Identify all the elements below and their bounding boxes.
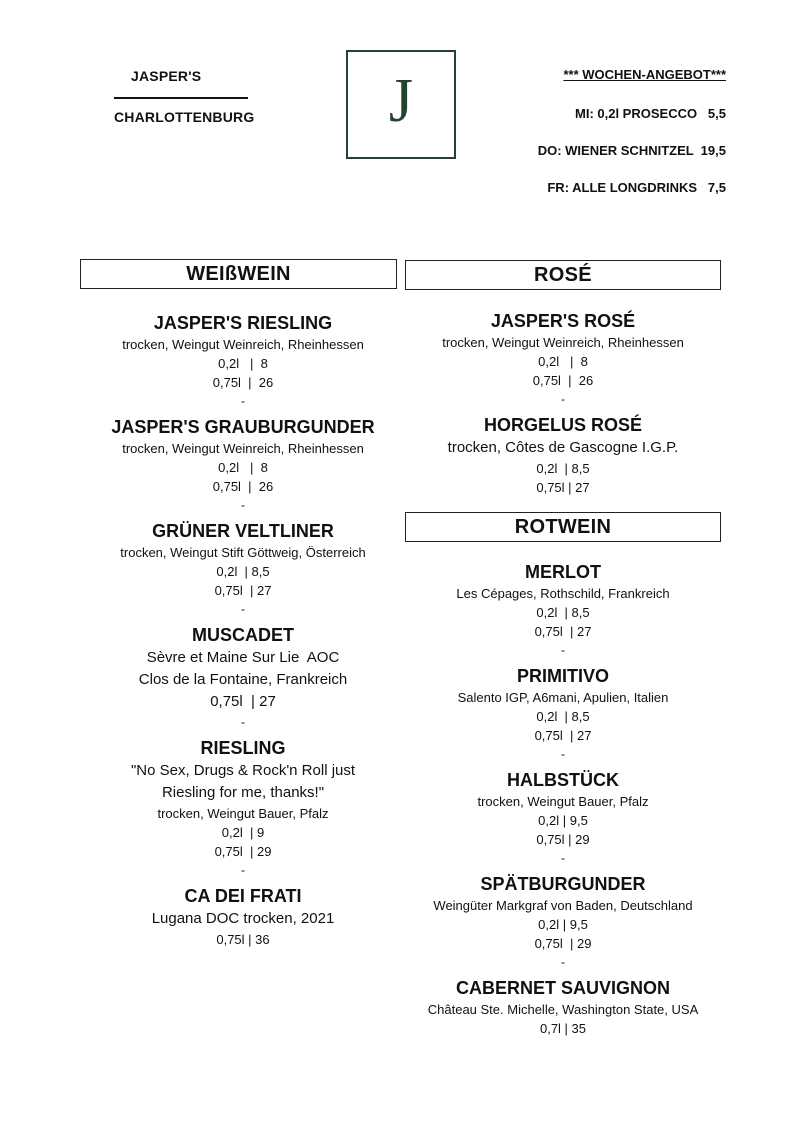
wine-description: trocken, Weingut Stift Göttweig, Österreich xyxy=(120,545,366,560)
wine-price: 0,75l | 26 xyxy=(212,375,274,390)
wine-entry xyxy=(88,311,398,408)
wine-entry xyxy=(413,560,713,657)
wine-price: 0,75l | 29 xyxy=(536,832,590,847)
wine-separator: - xyxy=(561,747,565,761)
weekly-offer-title: *** WOCHEN-ANGEBOT*** xyxy=(563,67,726,82)
wine-price: 0,2l | 8,5 xyxy=(216,564,270,579)
wine-name: CABERNET SAUVIGNON xyxy=(455,978,670,998)
wine-name: JASPER'S ROSÉ xyxy=(490,311,636,331)
wine-price: 0,75l | 36 xyxy=(216,932,270,947)
wine-separator: - xyxy=(561,955,565,969)
wine-description: trocken, Weingut Bauer, Pfalz xyxy=(477,794,649,809)
wine-separator: - xyxy=(561,392,565,406)
wine-name: HALBSTÜCK xyxy=(507,770,619,790)
wine-name: MERLOT xyxy=(525,562,601,582)
brand-divider xyxy=(114,97,248,99)
wine-entry xyxy=(413,664,713,761)
wine-description: Clos de la Fontaine, Frankreich xyxy=(138,671,348,688)
wine-price: trocken, Weingut Bauer, Pfalz xyxy=(157,806,329,821)
weekly-offer-item: FR: ALLE LONGDRINKS 7,5 xyxy=(547,180,726,195)
wine-description: trocken, Weingut Weinreich, Rheinhessen xyxy=(442,335,684,350)
wine-entry xyxy=(88,736,398,877)
weekly-offer-item: DO: WIENER SCHNITZEL 19,5 xyxy=(537,143,726,158)
wine-entry xyxy=(88,519,398,616)
weekly-offer-item: MI: 0,2l PROSECCO 5,5 xyxy=(575,106,726,121)
wine-entry xyxy=(413,872,713,969)
wine-description: 0,75l | 27 xyxy=(210,693,276,710)
wine-price: 0,2l | 9,5 xyxy=(538,917,588,932)
wine-price: 0,2l | 8 xyxy=(538,354,588,369)
wine-description: Château Ste. Michelle, Washington State, USA xyxy=(427,1002,699,1017)
wine-price: 0,2l | 8,5 xyxy=(536,709,590,724)
wine-entry xyxy=(413,309,713,406)
wine-name: PRIMITIVO xyxy=(516,666,609,686)
wine-description: Salento IGP, A6mani, Apulien, Italien xyxy=(457,690,669,705)
logo-letter: J xyxy=(388,67,414,135)
logo xyxy=(346,50,456,159)
wine-name: SPÄTBURGUNDER xyxy=(480,874,646,894)
wine-separator: - xyxy=(241,863,245,877)
wine-separator: - xyxy=(241,498,245,512)
wine-entry xyxy=(88,623,398,729)
rose-list xyxy=(413,309,713,497)
wine-price: 0,2l | 8 xyxy=(218,460,268,475)
wine-name: HORGELUS ROSÉ xyxy=(483,415,643,435)
wine-separator: - xyxy=(241,715,245,729)
wine-price: 0,75l | 27 xyxy=(536,480,590,495)
wine-price: 0,75l | 27 xyxy=(214,583,272,598)
wine-separator: - xyxy=(241,602,245,616)
wine-entry xyxy=(413,976,713,1038)
wine-price: 0,2l | 8,5 xyxy=(536,605,590,620)
wine-entry xyxy=(88,415,398,512)
section-header-weisswein: WEIßWEIN xyxy=(80,259,397,289)
wine-price: 0,75l | 27 xyxy=(534,624,592,639)
wine-price: 0,75l | 29 xyxy=(214,844,272,859)
wine-price: 0,75l | 27 xyxy=(534,728,592,743)
wine-separator: - xyxy=(241,394,245,408)
section-header-rose: ROSÉ xyxy=(405,260,721,290)
rotwein-list xyxy=(413,560,713,1038)
wine-entry xyxy=(413,413,713,497)
brand-name: JASPER'S xyxy=(131,68,202,84)
wine-separator: - xyxy=(561,851,565,865)
wine-name: CA DEI FRATI xyxy=(184,886,302,906)
wine-name: MUSCADET xyxy=(192,625,294,645)
wine-description: trocken, Weingut Weinreich, Rheinhessen xyxy=(122,337,364,352)
brand-location: CHARLOTTENBURG xyxy=(114,109,255,125)
wine-name: RIESLING xyxy=(200,738,286,758)
wine-description: Sèvre et Maine Sur Lie AOC xyxy=(146,649,340,666)
wine-price: 0,75l | 26 xyxy=(532,373,594,388)
wine-description: Weingüter Markgraf von Baden, Deutschland xyxy=(433,898,693,913)
wine-price: 0,7l | 35 xyxy=(539,1021,587,1036)
wine-separator: - xyxy=(561,643,565,657)
wine-description: trocken, Côtes de Gascogne I.G.P. xyxy=(447,439,679,456)
wine-description: trocken, Weingut Weinreich, Rheinhessen xyxy=(122,441,364,456)
weisswein-list xyxy=(88,311,398,949)
wine-name: JASPER'S RIESLING xyxy=(153,313,333,333)
wine-entry xyxy=(413,768,713,865)
wine-entry xyxy=(88,884,398,949)
wine-name: JASPER'S GRAUBURGUNDER xyxy=(111,417,375,437)
wine-price: 0,2l | 8 xyxy=(218,356,268,371)
wine-price: 0,2l | 8,5 xyxy=(536,461,590,476)
wine-name: GRÜNER VELTLINER xyxy=(152,521,334,541)
wine-description: Les Cépages, Rothschild, Frankreich xyxy=(456,586,670,601)
wine-price: 0,75l | 26 xyxy=(212,479,274,494)
wine-price: 0,2l | 9 xyxy=(221,825,265,840)
wine-price: 0,2l | 9,5 xyxy=(538,813,588,828)
wine-description: "No Sex, Drugs & Rock'n Roll just xyxy=(130,762,356,779)
wine-description: Lugana DOC trocken, 2021 xyxy=(151,910,335,927)
section-header-rotwein: ROTWEIN xyxy=(405,512,721,542)
wine-description: Riesling for me, thanks!" xyxy=(161,784,325,801)
wine-price: 0,75l | 29 xyxy=(534,936,592,951)
